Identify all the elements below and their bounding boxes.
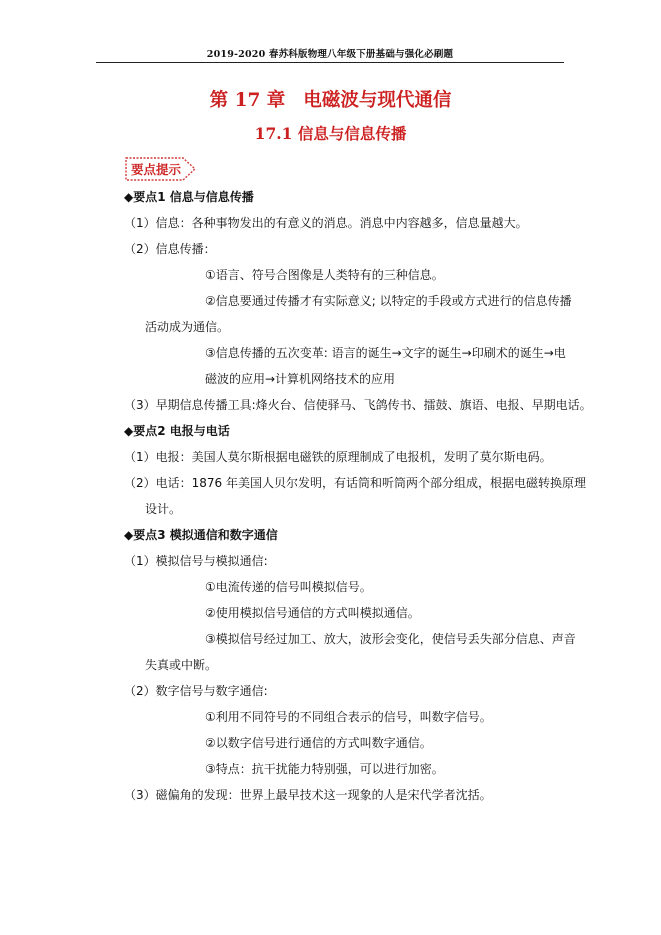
text-line: ③特点：抗干扰能力特别强，可以进行加密。 xyxy=(205,762,444,776)
key-point-heading-3: ◆要点3 模拟通信和数字通信 xyxy=(124,528,278,542)
text-line: 设计。 xyxy=(145,502,182,516)
text-line: （2）信息传播： xyxy=(124,242,216,256)
text-line: （3）磁偏角的发现：世界上最早技术这一现象的人是宋代学者沈括。 xyxy=(124,788,492,802)
key-point-heading-2: ◆要点2 电报与电话 xyxy=(124,424,230,438)
text-line: ③信息传播的五次变革: 语言的诞生→文字的诞生→印刷术的诞生→电 xyxy=(205,346,566,360)
key-point-heading-1: ◆要点1 信息与信息传播 xyxy=(124,190,254,204)
header-rule xyxy=(96,62,564,63)
text-line: ①电流传递的信号叫模拟信号。 xyxy=(205,580,372,594)
text-line: ②信息要通过传播才有实际意义; 以特定的手段或方式进行的信息传播 xyxy=(205,294,572,308)
text-line: （2）数字信号与数字通信: xyxy=(124,684,268,698)
text-line: 失真或中断。 xyxy=(145,658,218,672)
text-line: （2）电话：1876 年美国人贝尔发明，有话筒和听筒两个部分组成，根据电磁转换原理 xyxy=(124,476,586,490)
key-points-tag xyxy=(123,156,197,180)
text-line: （1）信息：各种事物发出的有意义的消息。消息中内容越多，信息量越大。 xyxy=(124,216,528,230)
text-line: 磁波的应用→计算机网络技术的应用 xyxy=(205,372,396,386)
tag-label: 要点提示 xyxy=(131,162,182,177)
text-line: （3）早期信息传播工具:烽火台、信使驿马、飞鸽传书、擂鼓、旗语、电报、早期电话。 xyxy=(124,398,592,412)
text-line: ②以数字信号进行通信的方式叫数字通信。 xyxy=(205,736,432,750)
chapter-heading xyxy=(0,86,661,112)
section-title: 17.1 信息与信息传播 xyxy=(254,124,407,143)
text-line: ②使用模拟信号通信的方式叫模拟通信。 xyxy=(205,606,420,620)
text-line: ①语言、符号合图像是人类特有的三种信息。 xyxy=(205,268,444,282)
chapter-number: 第 17 章 xyxy=(209,90,286,111)
chapter-title: 电磁波与现代通信 xyxy=(303,90,452,111)
text-line: ①利用不同符号的不同组合表示的信号，叫数字信号。 xyxy=(205,710,492,724)
text-line: （1）电报：美国人莫尔斯根据电磁铁的原理制成了电报机，发明了莫尔斯电码。 xyxy=(124,450,552,464)
text-line: （1）模拟信号与模拟通信: xyxy=(124,554,268,568)
page-header: 2019-2020 春苏科版物理八年级下册基础与强化必刷题 xyxy=(206,49,454,60)
text-line: ③模拟信号经过加工、放大，波形会变化，使信号丢失部分信息、声音 xyxy=(205,632,576,646)
text-line: 活动成为通信。 xyxy=(145,320,230,334)
